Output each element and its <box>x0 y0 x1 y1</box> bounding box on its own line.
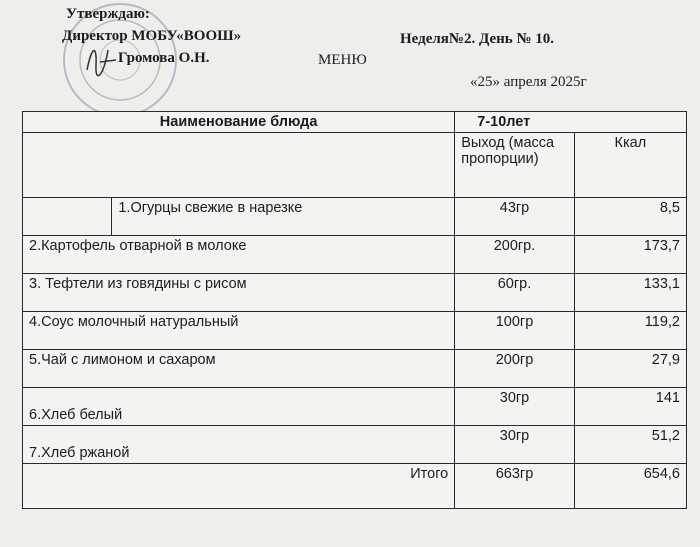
total-label: Итого <box>23 464 455 509</box>
dish-name: 3. Тефтели из говядины с рисом <box>23 274 455 312</box>
signature-icon <box>82 40 122 80</box>
dish-output: 100гр <box>455 312 574 350</box>
dish-kcal: 133,1 <box>574 274 686 312</box>
dish-name: 7.Хлеб ржаной <box>23 426 455 464</box>
dish-output: 30гр <box>455 426 574 464</box>
dish-output: 43гр <box>455 198 574 236</box>
table-row <box>23 388 687 426</box>
dish-kcal: 27,9 <box>574 350 686 388</box>
table-row <box>23 236 687 274</box>
dish-name: 1.Огурцы свежие в нарезке <box>112 198 455 236</box>
dish-kcal: 8,5 <box>574 198 686 236</box>
header-output: Выход (масса пропорции) <box>455 133 574 198</box>
header-age-group: 7-10лет <box>455 112 687 133</box>
dish-output: 200гр. <box>455 236 574 274</box>
dish-output: 200гр <box>455 350 574 388</box>
total-row <box>23 464 687 509</box>
week-day: Неделя№2. День № 10. <box>400 31 555 47</box>
dish-name: 6.Хлеб белый <box>23 388 455 426</box>
dish-name: 5.Чай с лимоном и сахаром <box>23 350 455 388</box>
total-output: 663гр <box>455 464 574 509</box>
total-kcal: 654,6 <box>574 464 686 509</box>
dish-kcal: 119,2 <box>574 312 686 350</box>
header-dish-name: Наименование блюда <box>23 112 455 133</box>
menu-date: «25» апреля 2025г <box>470 74 587 90</box>
menu-table <box>22 111 687 509</box>
table-row <box>23 312 687 350</box>
table-row <box>23 426 687 464</box>
director-title: Директор МОБУ«ВООШ» <box>62 28 242 44</box>
table-row <box>23 198 687 236</box>
dish-output: 30гр <box>455 388 574 426</box>
dish-kcal: 173,7 <box>574 236 686 274</box>
row-blank <box>23 198 112 236</box>
table-row <box>23 274 687 312</box>
dish-output: 60гр. <box>455 274 574 312</box>
dish-kcal: 141 <box>574 388 686 426</box>
dish-kcal: 51,2 <box>574 426 686 464</box>
table-row <box>23 350 687 388</box>
subheader-empty <box>23 133 455 198</box>
dish-name: 4.Соус молочный натуральный <box>23 312 455 350</box>
director-name: Громова О.Н. <box>118 50 210 66</box>
header-kcal: Ккал <box>574 133 686 198</box>
menu-title: МЕНЮ <box>318 52 367 68</box>
approval-label: Утверждаю: <box>66 6 150 22</box>
table-subheader-row <box>23 133 687 198</box>
table-header-row <box>23 112 687 133</box>
dish-name: 2.Картофель отварной в молоке <box>23 236 455 274</box>
